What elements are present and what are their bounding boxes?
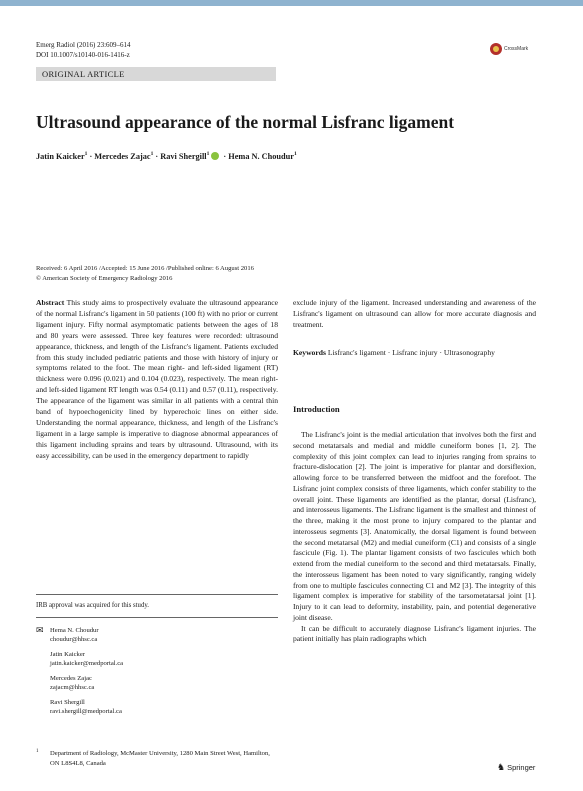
author-affiliation-marker: 1 [84,151,88,157]
article-type-banner: ORIGINAL ARTICLE [36,67,276,81]
affiliation-marker: 1 [36,749,39,754]
contact-item [50,698,122,716]
crossmark-label: CrossMark [504,46,529,52]
orcid-icon[interactable] [211,152,219,160]
author-list [36,151,297,161]
author-separator: · [153,151,161,161]
introduction-heading: Introduction [293,404,340,414]
author-affiliation-marker: 1 [206,151,210,157]
intro-paragraph: It can be difficult to accurately diagnose Lisfranc's ligament injuries. The patient initially has plain radiographs which [293,623,536,644]
abstract-paragraph [36,298,278,462]
contact-item [50,674,94,692]
contact-item [50,650,123,668]
contact-email[interactable]: zajacm@hhsc.ca [50,684,95,691]
author-name[interactable]: Ravi Shergill [160,151,207,161]
abstract-continuation-text: exclude injury of the ligament. Increased understanding and awareness of the Lisfranc's ligament on ultrasound can allow for more accurate diagnosis and treatment. [293,298,536,329]
contact-email[interactable]: choudur@hhsc.ca [50,636,98,643]
article-page [0,6,583,791]
received-accepted-line: Received: 6 April 2016 /Accepted: 15 June 2016 /Published online: 6 August 2016 [36,265,254,272]
article-title: Ultrasound appearance of the normal Lisfranc ligament [36,112,455,132]
author-affiliation-marker: 1 [150,151,154,157]
contact-email[interactable]: ravi.shergill@medportal.ca [50,708,122,715]
footnote-divider [36,594,278,595]
contact-name: Mercedes Zajac [50,675,92,682]
irb-note: IRB approval was acquired for this study. [36,602,150,609]
keywords-block [293,348,536,359]
contact-item [50,626,99,644]
abstract-block [36,298,278,462]
journal-citation-line: Emerg Radiol (2016) 23:609–614 [36,41,131,49]
abstract-label: Abstract [36,298,65,307]
publisher-logo [497,762,535,773]
publication-dates [36,264,254,284]
doi-line[interactable]: DOI 10.1007/s10140-016-1416-z [36,51,130,59]
introduction-body [293,430,536,645]
author-name[interactable]: Mercedes Zajac [94,151,151,161]
author-separator: · [221,151,229,161]
author-name[interactable]: Hema N. Choudur [228,151,294,161]
contact-name: Hema N. Choudur [50,627,99,634]
publisher-name: Springer [507,763,536,772]
contacts-divider [36,617,278,618]
keywords-label: Keywords [293,348,326,357]
affiliation-text: Department of Radiology, McMaster University, 1280 Main Street West, Hamilton, ON L8S4L8, Canada [50,750,270,767]
crossmark-icon [490,43,502,55]
author-name[interactable]: Jatin Kaicker [36,151,85,161]
crossmark-badge[interactable] [490,43,528,55]
contact-name: Jatin Kaicker [50,651,85,658]
contact-name: Ravi Shergill [50,699,85,706]
abstract-continuation [293,298,536,331]
author-affiliation-marker: 1 [293,151,297,157]
intro-paragraph: The Lisfranc's joint is the medial articulation that involves both the first and second metatarsals and medial and middle cuneiform bones [1, 2]. The complexity of this joint complex can lead to injuries ranging from sprains to fracture-dislocation [2]. The joint is imperative for plantar and dorsiflexion, allowing force to be transferred between the midfoot and the forefoot. The Lisfranc joint complex consists of three ligaments, which confer stability to the overall joint. These ligaments are identified as the plantar, dorsal (Lisfranc), and interosseus ligaments. The Lisfranc ligament is the smallest and thinnest of the three, making it the most prone to injury compared to the plantar and interosseus segments [3]. Anatomically, the dorsal ligament is found between the second metatarsal (M2) and medial cuneiform (C1) and consists of a single fascicule (Fig. 1). The plantar ligament consists of two fascicules which both extend from the medial cuneiform to the second and third metatarsals. Finally, the interosseus ligament has been noted to vary significantly, ranging widely from one to multiple fascicules connecting C1 and M2 [3]. The integrity of this ligament complex is imperative for stability of the tarsometatarsal joint [1]. Injury to it can lead to deformity, instability, pain, and potential degenerative joint disease. [293,430,536,622]
contact-email[interactable]: jatin.kaicker@medportal.ca [50,660,124,667]
springer-horse-icon: ♞ [497,762,506,772]
envelope-icon: ✉ [36,625,44,635]
abstract-text: This study aims to prospectively evaluate the ultrasound appearance of the normal Lisfranc's ligament in 50 patients (100 ft) with no prior or current ligament injury. Fifty normal asymptomatic patients between the ages of 18 and 80 years were assessed. Three key features were recorded: ultrasound appearance, thickness, and length of the Lisfranc's ligament. Patients excluded from this study included pediatric patients and those with history of injury or symptoms related to the foot. The mean right- and left-sided ligament (RT) thickness were 0.096 (0.021) and 0.104 (0.023), respectively. The mean right- and left-sided ligament RT length was 0.54 (0.11) and 0.57 (0.11), respectively. The appearance of the ligament was similar in all patients with a central thin band of hypoechogenicity lined by hyperechoic lines on either side. Understanding the normal appearance, thickness, and length of the Lisfranc's ligament in a large sample is imperative to diagnose abnormal appearances of this ligament including sprains and tears by ultrasound. Ultrasound, with its easy accessibility, can be used in the emergency department to rapidly [36,298,278,460]
author-separator: · [87,151,95,161]
keywords-text: Lisfranc's ligament · Lisfranc injury · Ultrasonography [327,348,495,357]
journal-citation [36,40,131,60]
copyright-line: © American Society of Emergency Radiology 2016 [36,275,173,282]
